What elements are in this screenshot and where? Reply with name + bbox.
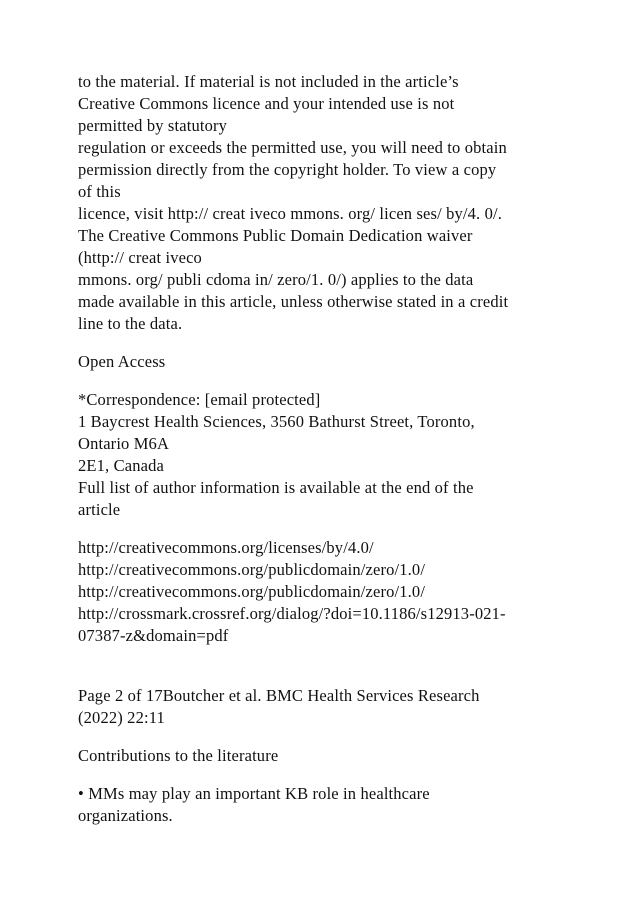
license-text-line: permission directly from the copyright holder. To view a copy <box>78 160 497 179</box>
bullet-line: organizations. <box>78 806 173 825</box>
license-text-line: The Creative Commons Public Domain Dedication waiver <box>78 226 473 245</box>
license-text-line: to the material. If material is not included in the article’s <box>78 72 459 91</box>
license-text-line: (http:// creat iveco <box>78 248 202 267</box>
license-text-line: permitted by statutory <box>78 116 228 135</box>
link-text-line: http://crossmark.crossref.org/dialog/?doi=10.1186/s12913-021- <box>78 604 506 623</box>
correspondence-line: *Correspondence: [email protected] <box>78 390 321 409</box>
license-text-line: mmons. org/ publi cdoma in/ zero/1. 0/) applies to the data <box>78 270 474 289</box>
license-text-line: Creative Commons licence and your intended use is not <box>78 94 455 113</box>
link-text-line: 07387-z&domain=pdf <box>78 626 229 645</box>
license-text-line: line to the data. <box>78 314 183 333</box>
license-text-line: of this <box>78 182 121 201</box>
license-text-line: made available in this article, unless otherwise stated in a credit <box>78 292 509 311</box>
license-text-line: licence, visit http:// creat iveco mmons. org/ licen ses/ by/4. 0/. <box>78 204 502 223</box>
link-text-line: http://creativecommons.org/licenses/by/4.0/ <box>78 538 374 557</box>
correspondence-line: 1 Baycrest Health Sciences, 3560 Bathurst Street, Toronto, <box>78 412 475 431</box>
correspondence-line: Full list of author information is available at the end of the <box>78 478 474 497</box>
contributions-heading: Contributions to the literature <box>78 746 279 765</box>
bullet-line: • MMs may play an important KB role in healthcare <box>78 784 430 803</box>
license-text-line: regulation or exceeds the permitted use, you will need to obtain <box>78 138 507 157</box>
correspondence-line: 2E1, Canada <box>78 456 164 475</box>
page-header-line: (2022) 22:11 <box>78 708 165 727</box>
correspondence-line: Ontario M6A <box>78 434 170 453</box>
page-header-line: Page 2 of 17Boutcher et al. BMC Health Services Research <box>78 686 480 705</box>
link-text-line: http://creativecommons.org/publicdomain/zero/1.0/ <box>78 560 426 579</box>
link-text-line: http://creativecommons.org/publicdomain/zero/1.0/ <box>78 582 426 601</box>
open-access-label: Open Access <box>78 352 166 371</box>
correspondence-line: article <box>78 500 121 519</box>
